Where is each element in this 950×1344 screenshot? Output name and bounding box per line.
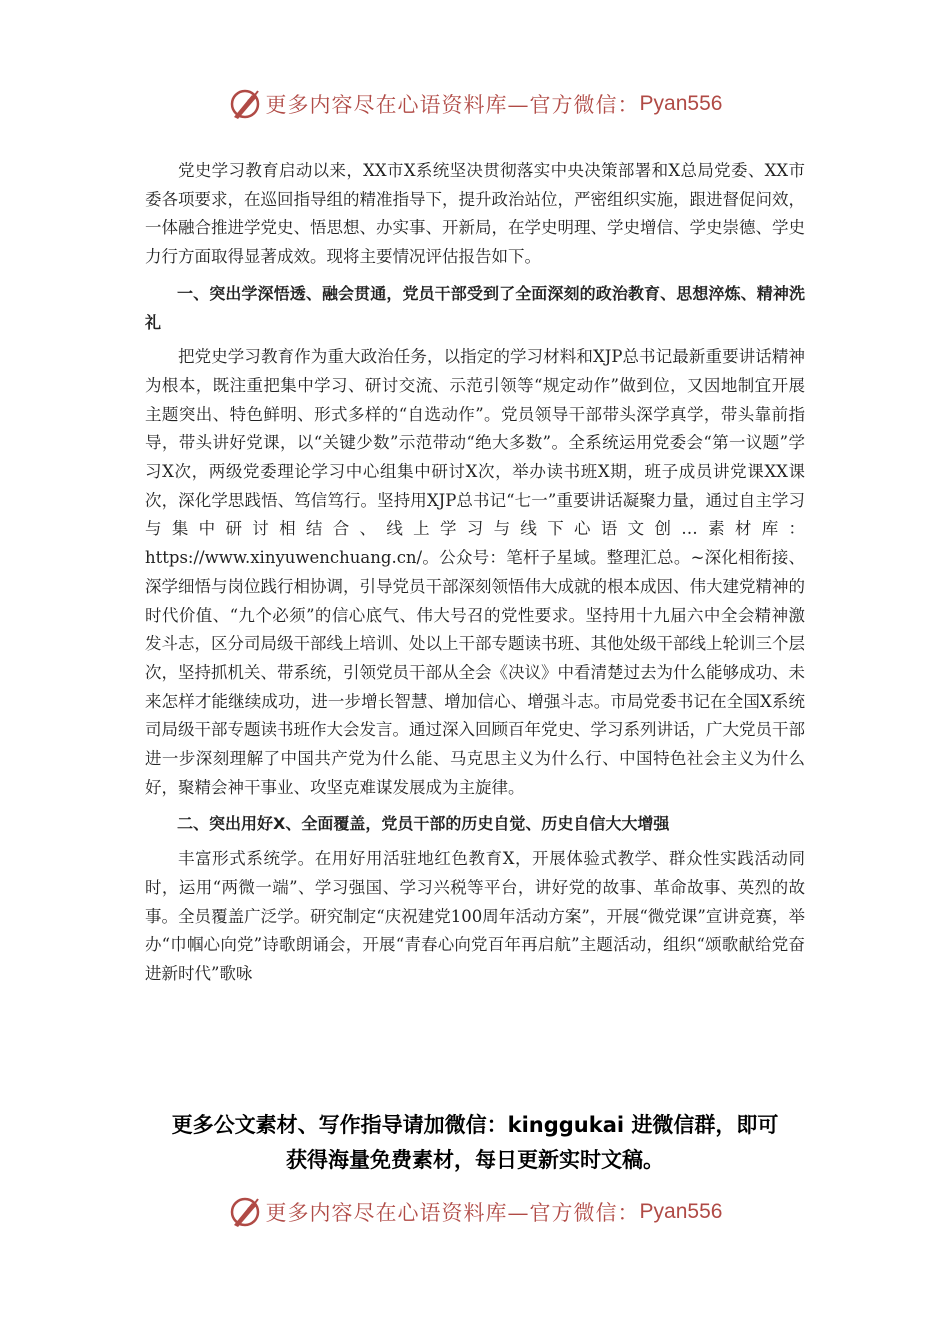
promo-line-1: 更多公文素材、写作指导请加微信：kinggukai 进微信群，即可 [171,1113,779,1137]
document-body [145,157,805,989]
section-1-heading: 一、突出学深悟透、融会贯通，党员干部受到了全面深刻的政治教育、思想淬炼、精神洗礼 [145,283,805,332]
intro-paragraph: 党史学习教育启动以来，XX市X系统坚决贯彻落实中央决策部署和X总局党委、XX市委各项要求，在巡回指导组的精准指导下，提升政治站位，严密组织实施，跟进督促问效，一体融合推进学党史、悟思想、办实事、开新局，在学史明理、学史增信、学史崇德、学史力行方面取得显著成效。现将主要情况评估报告如下。 [145,161,805,267]
pen-logo-icon [228,87,262,121]
promo-banner [120,1108,830,1178]
brand-header [0,84,950,124]
brand-text: 更多内容尽在心语资料库—官方微信： [265,1201,640,1225]
pen-logo-icon [228,1195,262,1229]
promo-line-2: 获得海量免费素材，每日更新实时文稿。 [286,1148,664,1172]
brand-wechat-id: Pyan556 [639,92,723,115]
brand-footer [0,1192,950,1232]
brand-wechat-id: Pyan556 [639,1200,723,1223]
section-1-paragraph: 把党史学习教育作为重大政治任务，以指定的学习材料和XJP总书记最新重要讲话精神为根本，既注重把集中学习、研讨交流、示范引领等“规定动作”做到位，又因地制宜开展主题突出、特色鲜明、形式多样的“自选动作”。党员领导干部带头深学真学，带头靠前指导，带头讲好党课，以“关键少数”示范带动“绝大多数”。全系统运用党委会“第一议题”学习X次，两级党委理论学习中心组集中研讨X次，举办读书班X期，班子成员讲党课XX课次，深化学思践悟、笃信笃行。坚持用XJP总书记“七一”重要讲话凝聚力量，通过自主学习与集中研讨相结合、线上学习与线下心语文创…素材库：https://www.xinyuwenchuang.cn/。公众号：笔杆子星域。整理汇总。~深化相衔接、深学细悟与岗位践行相协调，引导党员干部深刻领悟伟大成就的根本成因、伟大建党精神的时代价值、“九个必须”的信心底气、伟大号召的党性要求。坚持用十九届六中全会精神激发斗志，区分司局级干部线上培训、处以上干部专题读书班、其他处级干部线上轮训三个层次，坚持抓机关、带系统，引领党员干部从全会《决议》中看清楚过去为什么能够成功、未来怎样才能继续成功，进一步增长智慧、增加信心、增强斗志。市局党委书记在全国X系统司局级干部专题读书班作大会发言。通过深入回顾百年党史、学习系列讲话，广大党员干部进一步深刻理解了中国共产党为什么能、马克思主义为什么行、中国特色社会主义为什么好，聚精会神干事业、攻坚克难谋发展成为主旋律。 [145,347,805,797]
section-2-paragraph: 丰富形式系统学。在用好用活驻地红色教育X，开展体验式教学、群众性实践活动同时，运用“两微一端”、学习强国、学习兴税等平台，讲好党的故事、革命故事、英烈的故事。全员覆盖广泛学。研究制定“庆祝建党100周年活动方案”，开展“微党课”宣讲竞赛，举办“巾帼心向党”诗歌朗诵会，开展“青春心向党百年再启航”主题活动，组织“颂歌献给党奋进新时代”歌咏 [145,849,805,983]
section-2-heading: 二、突出用好X、全面覆盖，党员干部的历史自觉、历史自信大大增强 [177,814,670,834]
brand-text: 更多内容尽在心语资料库—官方微信： [265,93,640,117]
